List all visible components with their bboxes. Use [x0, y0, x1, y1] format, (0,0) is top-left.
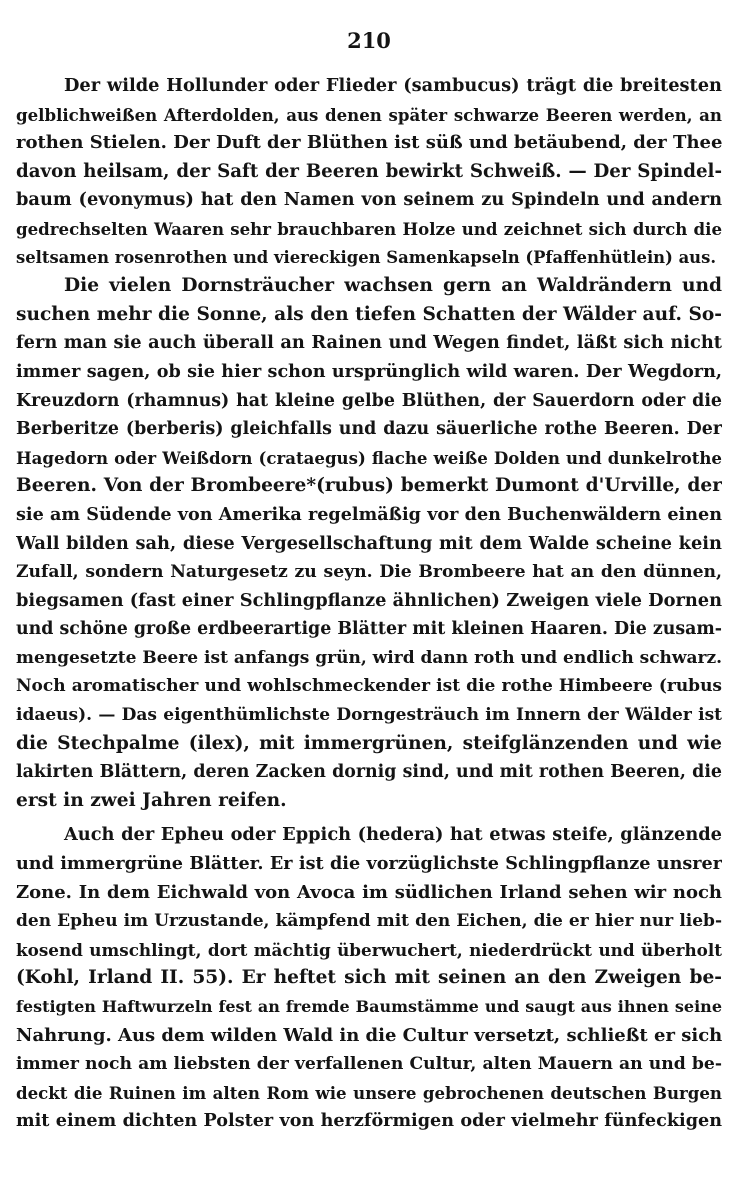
- text-line: und immergrüne Blätter. Er ist die vorzüglichste Schlingpflanze unsrer: [16, 853, 722, 875]
- text-line: baum (evonymus) hat den Namen von seinem zu Spindeln und andern: [16, 189, 722, 211]
- page-number: 210: [347, 28, 391, 53]
- text-line: Noch aromatischer und wohlschmeckender ist die rothe Himbeere (rubus: [16, 676, 722, 697]
- text-line: Kreuzdorn (rhamnus) hat kleine gelbe Blüthen, der Sauerdorn oder die: [16, 390, 722, 411]
- text-line: suchen mehr die Sonne, als den tiefen Schatten der Wälder auf. So-: [16, 303, 722, 325]
- text-line: deckt die Ruinen im alten Rom wie unsere gebrochenen deutschen Burgen: [16, 1082, 722, 1103]
- text-line: festigten Haftwurzeln fest an fremde Baumstämme und saugt aus ihnen seine: [16, 997, 722, 1016]
- text-line: Hagedorn oder Weißdorn (crataegus) flache weiße Dolden und dunkelrothe: [16, 447, 722, 468]
- text-line: immer noch am liebsten der verfallenen Cultur, alten Mauern an und be-: [16, 1054, 722, 1075]
- text-line: Beeren. Von der Brombeere*(rubus) bemerkt Dumont d'Urville, der: [16, 475, 722, 497]
- text-line: seltsamen rosenrothen und viereckigen Samenkapseln (Pfaffenhütlein) aus.: [16, 247, 717, 267]
- text-line: mengesetzte Beere ist anfangs grün, wird dann roth und endlich schwarz.: [16, 647, 722, 668]
- text-line: Zufall, sondern Naturgesetz zu seyn. Die Brombeere hat an den dünnen,: [16, 562, 722, 583]
- body-text: [16, 72, 722, 1136]
- text-line: lakirten Blättern, deren Zacken dornig sind, und mit rothen Beeren, die: [16, 762, 722, 783]
- text-line: rothen Stielen. Der Duft der Blüthen ist süß und betäubend, der Thee: [16, 132, 722, 154]
- text-line: gedrechselten Waaren sehr brauchbaren Holze und zeichnet sich durch die: [16, 218, 722, 239]
- text-line: Auch der Epheu oder Eppich (hedera) hat etwas steife, glänzende: [64, 824, 722, 846]
- text-line: Wall bilden sah, diese Vergesellschaftung mit dem Walde scheine kein: [16, 532, 722, 554]
- text-line: erst in zwei Jahren reifen.: [16, 789, 287, 811]
- text-line: kosend umschlingt, dort mächtig überwuchert, niederdrückt und überholt: [16, 939, 722, 960]
- text-line: immer sagen, ob sie hier schon ursprünglich wild waren. Der Wegdorn,: [16, 360, 722, 382]
- text-line: fern man sie auch überall an Rainen und Wegen findet, läßt sich nicht: [16, 332, 722, 354]
- text-line: und schöne große erdbeerartige Blätter mit kleinen Haaren. Die zusam-: [16, 619, 722, 640]
- text-line: gelblichweißen Afterdolden, aus denen später schwarze Beeren werden, an: [16, 104, 722, 125]
- text-line: davon heilsam, der Saft der Beeren bewirkt Schweiß. — Der Spindel-: [16, 160, 722, 182]
- text-line: (Kohl, Irland II. 55). Er heftet sich mit seinen an den Zweigen be-: [16, 967, 722, 989]
- text-line: die Stechpalme (ilex), mit immergrünen, steifglänzenden und wie: [16, 732, 722, 754]
- text-line: Der wilde Hollunder oder Flieder (sambucus) trägt die breitesten: [64, 75, 722, 96]
- text-line: idaeus). — Das eigenthümlichste Dorngesträuch im Innern der Wälder ist: [16, 705, 722, 726]
- text-line: Zone. In dem Eichwald von Avoca im südlichen Irland sehen wir noch: [16, 881, 722, 903]
- text-line: Nahrung. Aus dem wilden Wald in die Cultur versetzt, schließt er sich: [16, 1024, 722, 1046]
- text-line: den Epheu im Urzustande, kämpfend mit den Eichen, die er hier nur lieb-: [16, 911, 722, 932]
- text-line: sie am Südende von Amerika regelmäßig vor den Buchenwäldern einen: [16, 503, 722, 525]
- text-line: Berberitze (berberis) gleichfalls und dazu säuerliche rothe Beeren. Der: [16, 419, 722, 440]
- text-line: Die vielen Dornsträucher wachsen gern an Waldrändern und: [64, 275, 722, 297]
- text-line: mit einem dichten Polster von herzförmigen oder vielmehr fünfeckigen: [16, 1110, 722, 1132]
- text-line: biegsamen (fast einer Schlingpflanze ähnlichen) Zweigen viele Dornen: [16, 589, 722, 611]
